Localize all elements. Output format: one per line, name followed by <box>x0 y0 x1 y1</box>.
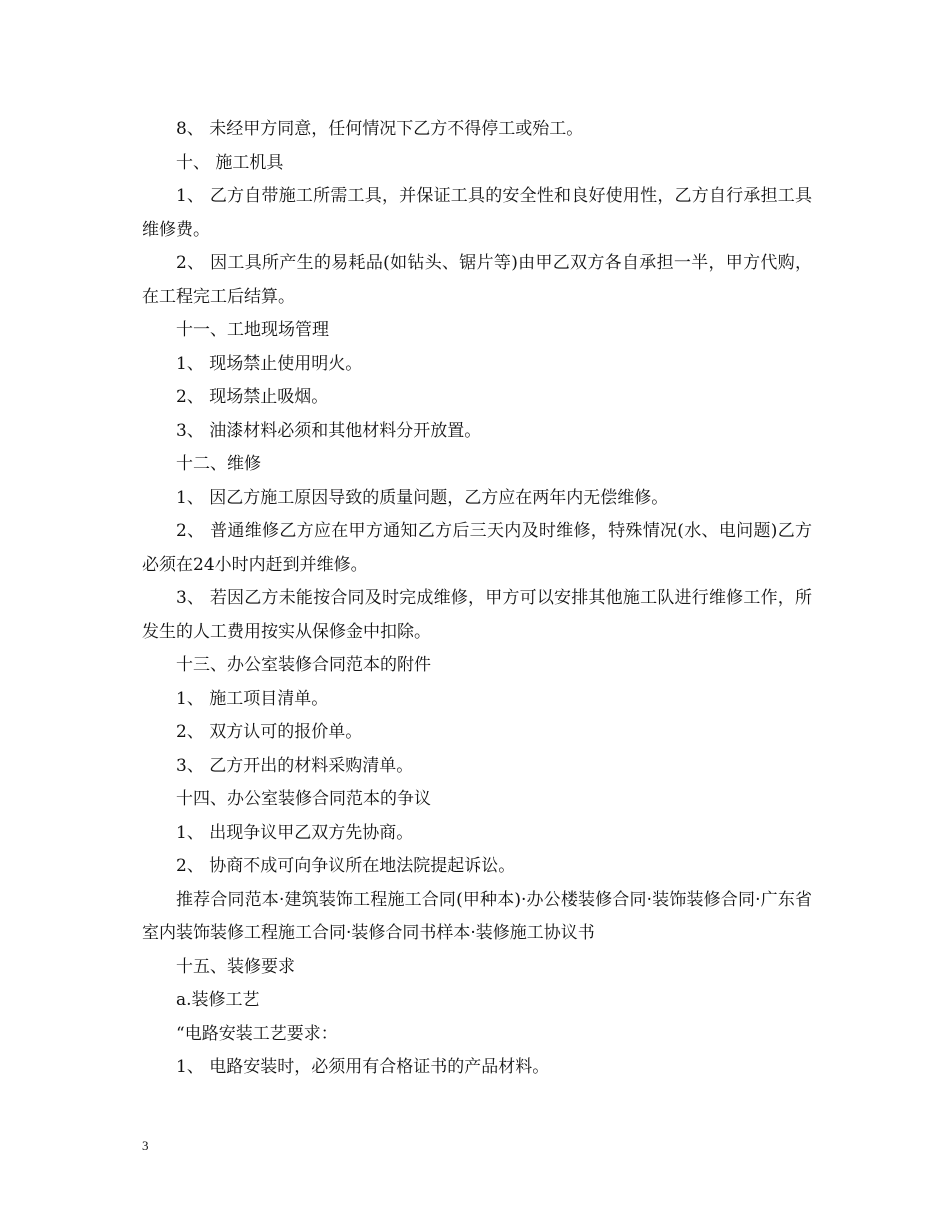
paragraph-dispute-1: 1、 出现争议甲乙双方先协商。 <box>176 822 414 843</box>
paragraph-site-1: 1、 现场禁止使用明火。 <box>176 353 363 374</box>
paragraph-repair-2: 2、 普通维修乙方应在甲方通知乙方后三天内及时维修，特殊情况(水、电问题)乙方必须在24小时内赶到并维修。 <box>142 521 812 575</box>
paragraph-attachment-3: 3、 乙方开出的材料采购清单。 <box>176 755 414 776</box>
paragraph-electrical-1: 1、 电路安装时，必须用有合格证书的产品材料。 <box>176 1057 550 1077</box>
paragraph-attachment-2: 2、 双方认可的报价单。 <box>176 722 363 742</box>
paragraph-dispute-2: 2、 协商不成可向争议所在地法院提起诉讼。 <box>176 856 516 876</box>
page-number: 3 <box>142 1138 149 1153</box>
paragraph-recommended-templates: 推荐合同范本·建筑装饰工程施工合同(甲种本)·办公楼装修合同·装饰装修合同·广东省室内装饰装修工程施工合同·装修合同书样本·装修施工协议书 <box>142 889 812 943</box>
subheading-decoration-process: a.装修工艺 <box>176 990 260 1010</box>
section-heading-12: 十二、维修 <box>176 454 261 474</box>
section-heading-10: 十、 施工机具 <box>176 152 284 173</box>
paragraph-clause-8: 8、 未经甲方同意，任何情况下乙方不得停工或殆工。 <box>176 119 584 139</box>
paragraph-attachment-1: 1、 施工项目清单。 <box>176 688 329 709</box>
document-body <box>142 113 812 1085</box>
paragraph-tools-1: 1、 乙方自带施工所需工具，并保证工具的安全性和良好使用性，乙方自行承担工具维修费。 <box>142 186 812 240</box>
paragraph-repair-1: 1、 因乙方施工原因导致的质量问题，乙方应在两年内无偿维修。 <box>176 487 669 508</box>
section-heading-15: 十五、装修要求 <box>176 956 295 977</box>
paragraph-electrical-requirements: “电路安装工艺要求： <box>176 1023 338 1044</box>
paragraph-tools-2: 2、 因工具所产生的易耗品(如钻头、锯片等)由甲乙双方各自承担一半，甲方代购，在工程完工后结算。 <box>142 253 812 307</box>
section-heading-13: 十三、办公室装修合同范本的附件 <box>176 655 431 675</box>
section-heading-11: 十一、工地现场管理 <box>176 320 329 340</box>
paragraph-repair-3: 3、 若因乙方未能按合同及时完成维修，甲方可以安排其他施工队进行维修工作，所发生的人工费用按实从保修金中扣除。 <box>142 588 812 642</box>
paragraph-site-3: 3、 油漆材料必须和其他材料分开放置。 <box>176 420 482 441</box>
paragraph-site-2: 2、 现场禁止吸烟。 <box>176 387 329 407</box>
section-heading-14: 十四、办公室装修合同范本的争议 <box>176 789 431 809</box>
